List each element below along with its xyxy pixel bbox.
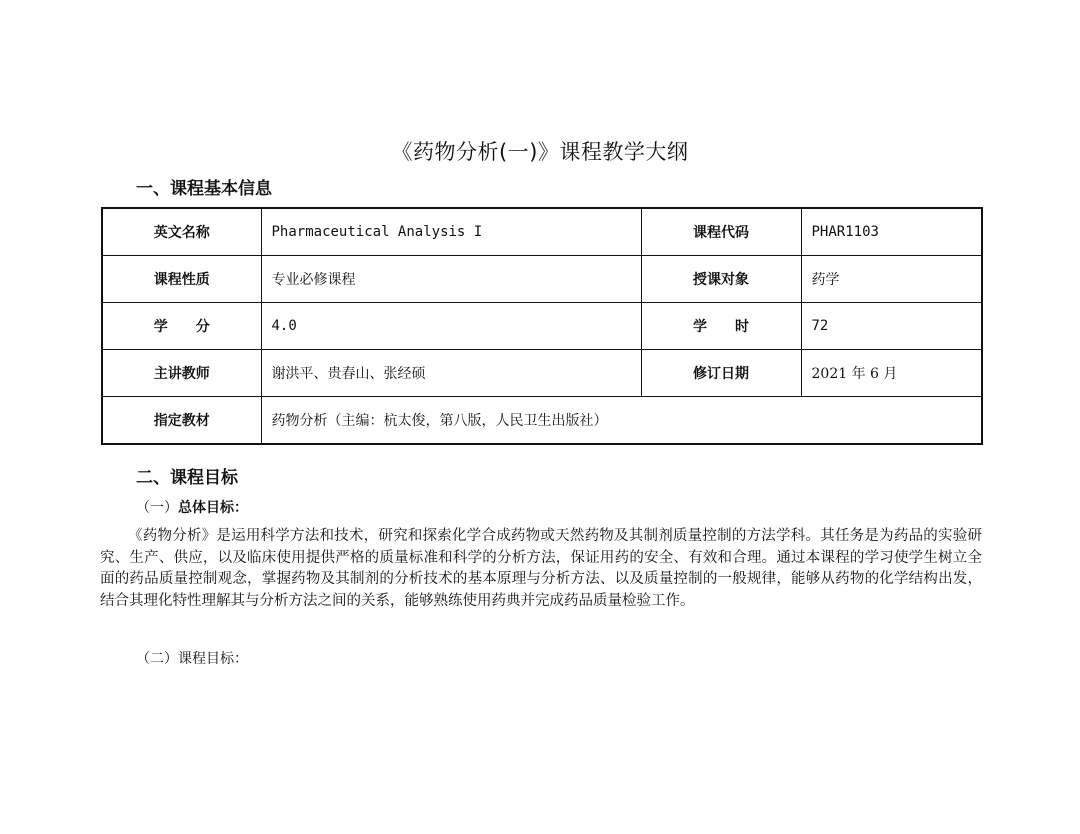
table-row bbox=[102, 397, 982, 445]
value-revision-date: 2021 年 6 月 bbox=[801, 350, 982, 397]
table-row bbox=[102, 208, 982, 256]
subsection-1-heading bbox=[136, 497, 248, 517]
label-revision-date: 修订日期 bbox=[641, 350, 801, 397]
table-row bbox=[102, 256, 982, 303]
subsection-2-heading: （二）课程目标： bbox=[136, 651, 248, 667]
table-row bbox=[102, 350, 982, 397]
label-instructors: 主讲教师 bbox=[102, 350, 261, 397]
value-textbook: 药物分析（主编：杭太俊，第八版，人民卫生出版社） bbox=[261, 397, 982, 445]
section-1-heading: 一、课程基本信息 bbox=[136, 179, 272, 199]
label-credits: 学 分 bbox=[102, 303, 261, 350]
value-hours: 72 bbox=[801, 303, 982, 350]
value-english-name: Pharmaceutical Analysis I bbox=[261, 208, 641, 256]
section-2-heading: 二、课程目标 bbox=[136, 468, 238, 488]
subsection-1-prefix: （一） bbox=[136, 500, 178, 516]
subsection-1-title: 总体目标： bbox=[178, 500, 248, 516]
value-course-code: PHAR1103 bbox=[801, 208, 982, 256]
label-course-code: 课程代码 bbox=[641, 208, 801, 256]
value-credits: 4.0 bbox=[261, 303, 641, 350]
label-textbook: 指定教材 bbox=[102, 397, 261, 445]
table-row bbox=[102, 303, 982, 350]
value-course-nature: 专业必修课程 bbox=[261, 256, 641, 303]
value-instructors: 谢洪平、贵春山、张经硕 bbox=[261, 350, 641, 397]
overall-goal-paragraph: 《药物分析》是运用科学方法和技术，研究和探索化学合成药物或天然药物及其制剂质量控制的方法学科。其任务是为药品的实验研究、生产、供应，以及临床使用提供严格的质量标准和科学的分析方法，保证用药的安全、有效和合理。通过本课程的学习使学生树立全面的药品质量控制观念，掌握药物及其制剂的分析技术的基本原理与分析方法、以及质量控制的一般规律，能够从药物的化学结构出发，结合其理化特性理解其与分析方法之间的关系，能够熟练使用药典并完成药品质量检验工作。 bbox=[100, 528, 982, 609]
label-hours: 学 时 bbox=[641, 303, 801, 350]
document-title: 《药物分析(一)》课程教学大纲 bbox=[391, 140, 689, 164]
course-info-table bbox=[101, 207, 983, 445]
value-audience: 药学 bbox=[801, 256, 982, 303]
label-course-nature: 课程性质 bbox=[102, 256, 261, 303]
label-audience: 授课对象 bbox=[641, 256, 801, 303]
label-english-name: 英文名称 bbox=[102, 208, 261, 256]
